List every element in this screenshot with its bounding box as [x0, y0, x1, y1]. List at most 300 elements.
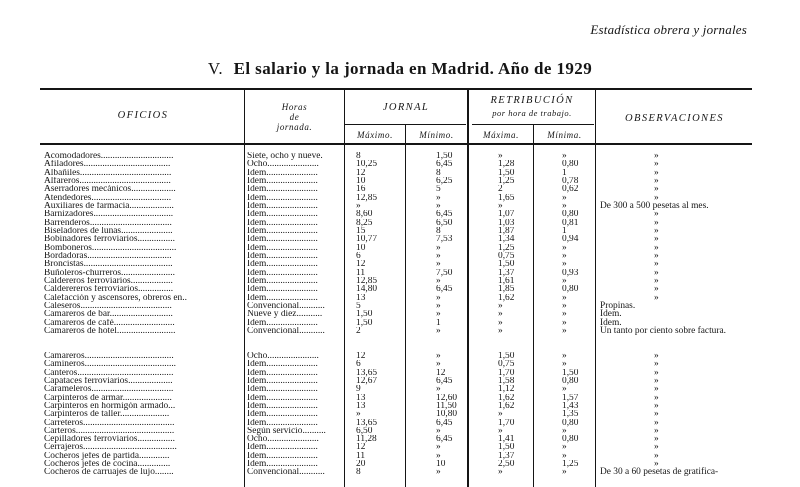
jornal-maximo-cell: 12	[356, 168, 366, 177]
horas-cell: Idem......................	[247, 226, 318, 236]
retribucion-minima-cell: »	[562, 201, 567, 211]
observaciones-mark: »	[654, 235, 659, 244]
retribucion-maxima-cell: 1,70	[498, 418, 515, 427]
observaciones-mark: »	[654, 152, 659, 161]
retribucion-minima-cell: »	[562, 443, 567, 452]
table-top-rule	[40, 88, 752, 90]
retribucion-maxima-cell: 0,75	[498, 251, 515, 261]
row-spacer	[0, 344, 800, 352]
table-row	[0, 310, 800, 318]
jornal-maximo-cell: 1,50	[356, 318, 373, 327]
table-row	[0, 468, 800, 476]
retribucion-maxima-cell: 1,34	[498, 235, 515, 244]
jornal-maximo-cell: 10,25	[356, 160, 378, 169]
retribucion-minima-cell: 1,35	[562, 410, 579, 419]
table-row	[0, 227, 800, 235]
horas-cell: Idem......................	[247, 318, 318, 327]
retribucion-maxima-cell: 2,50	[498, 460, 515, 469]
jornal-maximo-cell: 8	[356, 152, 361, 161]
jornal-maximo-cell: 13	[356, 393, 366, 402]
retribucion-maxima-cell: 1,61	[498, 276, 515, 286]
retribucion-maxima-cell: 0,75	[498, 360, 515, 369]
observaciones-mark: »	[654, 210, 659, 219]
retribucion-maxima-cell: 1,62	[498, 393, 515, 402]
horas-cell: Idem......................	[247, 451, 318, 461]
observaciones-mark: »	[654, 168, 659, 177]
jornal-maximo-cell: 12	[356, 443, 366, 452]
oficio-cell: Camineros.......................................	[44, 360, 177, 369]
horas-cell: Idem......................	[247, 268, 318, 277]
header-horas-line-1: Horas	[281, 102, 308, 112]
oficio-cell: Barrenderos...................................	[44, 218, 172, 227]
retribucion-minima-cell: »	[562, 276, 567, 286]
retribucion-minima-cell: »	[562, 152, 567, 161]
jornal-maximo-cell: 10	[356, 176, 366, 186]
oficio-cell: Bordadoras....................................	[44, 251, 172, 261]
table-row	[0, 377, 800, 385]
observaciones-mark: »	[654, 410, 659, 419]
table-row	[0, 294, 800, 302]
oficio-cell: Broncistas......................................	[44, 260, 173, 269]
horas-cell: Idem......................	[247, 293, 318, 302]
observaciones-mark: »	[654, 260, 659, 269]
jornal-maximo-cell: 6,50	[356, 426, 373, 436]
table-row	[0, 177, 800, 185]
jornal-maximo-cell: 5	[356, 301, 361, 311]
table-row	[0, 419, 800, 427]
retribucion-maxima-cell: 1,37	[498, 451, 515, 461]
jornal-maximo-cell: 13,65	[356, 418, 378, 427]
table-body	[0, 152, 800, 477]
horas-cell: Idem......................	[247, 443, 318, 452]
jornal-minimo-cell: »	[436, 293, 441, 302]
jornal-maximo-cell: 6	[356, 360, 361, 369]
retribucion-minima-cell: »	[562, 301, 567, 311]
horas-cell: Idem......................	[247, 285, 318, 294]
table-row	[0, 202, 800, 210]
retribucion-maxima-cell: 1,41	[498, 435, 515, 444]
oficio-cell: Carpinteros en hormigón armado...	[44, 401, 176, 411]
retribucion-minima-cell: 0,78	[562, 176, 579, 186]
jornal-maximo-cell: 8,60	[356, 210, 373, 219]
jornal-maximo-cell: 12,67	[356, 376, 378, 386]
horas-cell: Idem......................	[247, 276, 318, 286]
header-jornal-minimo: Mínimo.	[419, 130, 454, 140]
observaciones-mark: »	[654, 251, 659, 261]
retribucion-minima-cell: 0,80	[562, 285, 579, 294]
jornal-maximo-cell: 6	[356, 251, 361, 261]
horas-cell: Idem......................	[247, 243, 318, 252]
oficio-cell: Bobinadores ferroviarios................	[44, 235, 175, 244]
observaciones-cell: De 30 a 60 pesetas de gratifica-	[600, 467, 719, 478]
horas-cell: Idem......................	[247, 185, 318, 194]
running-head: Estadística obrera y jornales	[590, 22, 747, 37]
observaciones-cell: De 300 a 500 pesetas al mes.	[600, 200, 709, 211]
horas-cell: Idem......................	[247, 210, 318, 219]
retribucion-minima-cell: 1,57	[562, 393, 579, 402]
retribucion-maxima-cell: 1,25	[498, 176, 515, 186]
oficio-cell: Camareros de café..........................	[44, 318, 175, 327]
jornal-minimo-cell: 6,45	[436, 376, 453, 386]
jornal-maximo-cell: 8,25	[356, 218, 373, 227]
table-row	[0, 369, 800, 377]
table-row	[0, 385, 800, 393]
horas-cell: Convencional...........	[247, 468, 325, 477]
oficio-cell: Caleseros.......................................	[44, 301, 172, 311]
retribucion-minima-cell: 0,93	[562, 268, 579, 277]
jornal-maximo-cell: 2	[356, 326, 361, 336]
retribucion-minima-cell: 0,80	[562, 376, 579, 386]
table-row	[0, 252, 800, 260]
observaciones-mark: »	[654, 435, 659, 444]
header-retribucion: RETRIBUCIÓN	[490, 95, 574, 106]
retribucion-maxima-cell: 1,50	[498, 260, 515, 269]
jornal-minimo-cell: »	[436, 260, 441, 269]
oficio-cell: Carreteros.......................................	[44, 418, 175, 427]
title-roman-numeral: V.	[207, 59, 224, 78]
horas-cell: Idem......................	[247, 376, 318, 386]
observaciones-mark: »	[654, 285, 659, 294]
oficio-cell: Cocheros jefes de partida.............	[44, 451, 170, 461]
oficio-cell: Camareros de hotel.........................	[44, 326, 176, 336]
observaciones-cell: Idem.	[600, 317, 622, 328]
retribucion-maxima-cell: 1,65	[498, 193, 515, 202]
jornal-minimo-cell: 12,60	[436, 393, 458, 402]
observaciones-mark: »	[654, 393, 659, 402]
jornal-maximo-cell: 15	[356, 226, 366, 236]
horas-cell: Idem......................	[247, 251, 318, 261]
observaciones-mark: »	[654, 226, 659, 236]
retribucion-maxima-cell: 1,70	[498, 368, 515, 377]
retribucion-minima-cell: 0,80	[562, 418, 579, 427]
jornal-maximo-cell: 11	[356, 268, 366, 277]
jornal-minimo-cell: 12	[436, 368, 446, 377]
jornal-minimo-cell: »	[436, 326, 441, 336]
jornal-maximo-cell: 9	[356, 385, 361, 394]
table-row	[0, 210, 800, 218]
retribucion-maxima-cell: »	[498, 318, 503, 327]
jornal-minimo-cell: 8	[436, 226, 441, 236]
observaciones-mark: »	[654, 451, 659, 461]
retribucion-maxima-cell: 1,50	[498, 351, 515, 361]
oficio-cell: Calderereros ferroviarios...............	[44, 285, 174, 294]
retribucion-maxima-cell: »	[498, 152, 503, 161]
jornal-maximo-cell: 11	[356, 451, 366, 461]
oficio-cell: Carpinteros de armar.....................	[44, 393, 172, 402]
retribucion-maxima-cell: 1,50	[498, 168, 515, 177]
jornal-maximo-cell: 12,85	[356, 276, 378, 286]
retribucion-maxima-cell: 1,85	[498, 285, 515, 294]
retribucion-minima-cell: »	[562, 293, 567, 302]
jornal-minimo-cell: »	[436, 426, 441, 436]
header-horas	[246, 102, 343, 132]
observaciones-mark: »	[654, 460, 659, 469]
retribucion-minima-cell: »	[562, 426, 567, 436]
jornal-maximo-cell: 10	[356, 243, 366, 252]
table-row	[0, 185, 800, 193]
horas-cell: Idem......................	[247, 418, 318, 427]
oficio-cell: Carameleros...................................	[44, 385, 174, 394]
oficio-cell: Bomboneros....................................	[44, 243, 177, 252]
header-jornal: JORNAL	[382, 102, 430, 113]
observaciones-mark: »	[654, 443, 659, 452]
retribucion-maxima-cell: »	[498, 310, 503, 319]
observaciones-mark: »	[654, 360, 659, 369]
jornal-minimo-cell: »	[436, 360, 441, 369]
table-row	[0, 402, 800, 410]
oficio-cell: Atendedores..................................	[44, 193, 172, 202]
retribucion-minima-cell: »	[562, 360, 567, 369]
retribucion-maxima-cell: 1,25	[498, 243, 515, 252]
observaciones-mark: »	[654, 218, 659, 227]
retribucion-minima-cell: »	[562, 243, 567, 252]
table-row	[0, 260, 800, 268]
table-row	[0, 160, 800, 168]
jornal-minimo-cell: »	[436, 201, 441, 211]
table-row	[0, 452, 800, 460]
jornal-minimo-cell: 6,45	[436, 418, 453, 427]
table-row	[0, 235, 800, 243]
observaciones-mark: »	[654, 376, 659, 386]
horas-cell: Idem......................	[247, 460, 318, 469]
horas-cell: Idem......................	[247, 401, 318, 411]
jornal-minimo-cell: »	[436, 351, 441, 361]
retribucion-minima-cell: »	[562, 351, 567, 361]
observaciones-mark: »	[654, 293, 659, 302]
jornal-minimo-cell: 7,53	[436, 235, 453, 244]
jornal-maximo-cell: »	[356, 201, 361, 211]
jornal-minimo-cell: 10	[436, 460, 446, 469]
oficio-cell: Buñoleros-churreros.......................	[44, 268, 175, 277]
table-row	[0, 169, 800, 177]
table-row	[0, 219, 800, 227]
jornal-maximo-cell: 12	[356, 260, 366, 269]
header-jornal-maximo: Máximo.	[357, 130, 393, 140]
horas-cell: Según servicio..........	[247, 426, 326, 436]
retribucion-maxima-cell: 1,50	[498, 443, 515, 452]
observaciones-mark: »	[654, 193, 659, 202]
retribucion-maxima-cell: 1,07	[498, 210, 515, 219]
retribucion-minima-cell: 0,94	[562, 235, 579, 244]
observaciones-mark: »	[654, 351, 659, 361]
table-row	[0, 285, 800, 293]
retribucion-minima-cell: 1	[562, 226, 567, 236]
horas-cell: Nueve y diez...........	[247, 310, 323, 319]
header-retribucion-maxima: Máxima.	[483, 130, 519, 140]
jornal-minimo-cell: »	[436, 301, 441, 311]
retribucion-maxima-cell: 1,03	[498, 218, 515, 227]
oficio-cell: Canteros.........................................	[44, 368, 174, 377]
horas-cell: Idem......................	[247, 168, 318, 177]
jornal-minimo-cell: 6,50	[436, 218, 453, 227]
oficio-cell: Camareros de bar...........................	[44, 310, 173, 319]
jornal-maximo-cell: 16	[356, 185, 366, 194]
oficio-cell: Cepilladores ferroviarios................	[44, 435, 175, 444]
table-row	[0, 427, 800, 435]
table-row	[0, 152, 800, 160]
oficio-cell: Carpinteros de taller.....................	[44, 410, 170, 419]
retribucion-maxima-cell: »	[498, 468, 503, 477]
oficio-cell: Cocheros de carruajes de lujo........	[44, 468, 174, 477]
jornal-maximo-cell: 13,65	[356, 368, 378, 377]
oficio-cell: Carteros..........................................	[44, 426, 175, 436]
horas-cell: Ocho......................	[247, 351, 319, 361]
retribucion-minima-cell: »	[562, 193, 567, 202]
horas-cell: Idem......................	[247, 218, 318, 227]
oficio-cell: Alfareros.......................................	[44, 176, 171, 186]
jornal-minimo-cell: 6,45	[436, 210, 453, 219]
table-row	[0, 244, 800, 252]
retribucion-maxima-cell: »	[498, 326, 503, 336]
header-horas-line-3: jornada.	[276, 122, 313, 132]
retribucion-maxima-cell: »	[498, 301, 503, 311]
observaciones-mark: »	[654, 385, 659, 394]
observaciones-cell: Idem.	[600, 309, 622, 320]
header-oficios: OFICIOS	[117, 110, 169, 121]
jornal-minimo-cell: »	[436, 468, 441, 477]
retribucion-minima-cell: »	[562, 310, 567, 319]
oficio-cell: Capataces ferroviarios...................	[44, 376, 173, 386]
retribucion-maxima-cell: 2	[498, 185, 503, 194]
retribucion-minima-cell: »	[562, 318, 567, 327]
table-row	[0, 360, 800, 368]
jornal-maximo-cell: 12	[356, 351, 366, 361]
oficio-cell: Calefacción y ascensores, obreros en..	[44, 293, 187, 302]
horas-cell: Idem......................	[247, 360, 318, 369]
oficio-cell: Cerrajeros........................................	[44, 443, 177, 452]
page-title	[0, 59, 800, 79]
horas-cell: Convencional...........	[247, 301, 325, 311]
observaciones-mark: »	[654, 268, 659, 277]
retribucion-maxima-cell: 1,87	[498, 226, 515, 236]
retribucion-maxima-cell: 1,62	[498, 401, 515, 411]
table-row	[0, 352, 800, 360]
retribucion-minima-cell: »	[562, 385, 567, 394]
retribucion-minima-cell: 0,80	[562, 210, 579, 219]
observaciones-mark: »	[654, 176, 659, 186]
observaciones-mark: »	[654, 418, 659, 427]
observaciones-mark: »	[654, 426, 659, 436]
retribucion-minima-cell: »	[562, 451, 567, 461]
horas-cell: Siete, ocho y nueve.	[247, 152, 323, 161]
oficio-cell: Biseladores de lunas......................	[44, 226, 173, 236]
table-row	[0, 435, 800, 443]
horas-cell: Idem......................	[247, 260, 318, 269]
jornal-minimo-cell: 7,50	[436, 268, 453, 277]
header-bottom-rule	[40, 143, 752, 145]
jornal-minimo-cell: »	[436, 451, 441, 461]
table-row	[0, 269, 800, 277]
retribucion-maxima-cell: »	[498, 426, 503, 436]
jornal-maximo-cell: 13	[356, 401, 366, 411]
horas-cell: Convencional...........	[247, 326, 325, 336]
jornal-maximo-cell: 10,77	[356, 235, 378, 244]
jornal-maximo-cell: 11,28	[356, 435, 377, 444]
header-retribucion-minima: Mínima.	[547, 130, 582, 140]
oficio-cell: Camareros......................................	[44, 351, 174, 361]
retribucion-maxima-cell: 1,12	[498, 385, 515, 394]
retribucion-maxima-cell: »	[498, 201, 503, 211]
jornal-minimo-cell: 6,45	[436, 285, 453, 294]
observaciones-mark: »	[654, 401, 659, 411]
jornal-maximo-cell: »	[356, 410, 361, 419]
jornal-minimo-cell: »	[436, 385, 441, 394]
retribucion-minima-cell: 1,25	[562, 460, 579, 469]
retribucion-minima-cell: »	[562, 326, 567, 336]
jornal-minimo-cell: 6,45	[436, 435, 453, 444]
oficio-cell: Albañiles.......................................	[44, 168, 172, 177]
horas-cell: Idem......................	[247, 201, 318, 211]
header-retribucion-sub: por hora de trabajo.	[492, 108, 572, 118]
jornal-minimo-cell: »	[436, 251, 441, 261]
horas-cell: Ocho......................	[247, 160, 319, 169]
table-row	[0, 302, 800, 310]
jornal-minimo-cell: 1	[436, 318, 441, 327]
jornal-minimo-cell: 1,50	[436, 152, 453, 161]
retribucion-minima-cell: »	[562, 260, 567, 269]
jornal-minimo-cell: 5	[436, 185, 441, 194]
jornal-minimo-cell: »	[436, 310, 441, 319]
retribucion-maxima-cell: »	[498, 410, 503, 419]
jornal-minimo-cell: »	[436, 193, 441, 202]
retribucion-minima-cell: 0,80	[562, 160, 579, 169]
jornal-maximo-cell: 13	[356, 293, 366, 302]
horas-cell: Ocho......................	[247, 435, 319, 444]
jornal-minimo-cell: 6,45	[436, 160, 453, 169]
table-row	[0, 394, 800, 402]
table-row	[0, 443, 800, 451]
title-text: El salario y la jornada en Madrid. Año de 1929	[233, 59, 593, 78]
observaciones-mark: »	[654, 276, 659, 286]
observaciones-mark: »	[654, 160, 659, 169]
retribucion-minima-cell: 1,50	[562, 368, 579, 377]
observaciones-mark: »	[654, 243, 659, 252]
oficio-cell: Acomodadores...............................	[44, 152, 174, 161]
horas-cell: Idem......................	[247, 410, 318, 419]
retribucion-minima-cell: 0,62	[562, 185, 579, 194]
horas-cell: Idem......................	[247, 235, 318, 244]
oficio-cell: Barnizadores..................................	[44, 210, 174, 219]
oficio-cell: Cocheros jefes de cocina..............	[44, 460, 171, 469]
retribucion-maxima-cell: 1,58	[498, 376, 515, 386]
horas-cell: Idem......................	[247, 368, 318, 377]
observaciones-cell: Propinas.	[600, 300, 636, 311]
horas-cell: Idem......................	[247, 393, 318, 402]
jornal-minimo-cell: »	[436, 243, 441, 252]
oficio-cell: Afiladores.....................................	[44, 160, 171, 169]
table-row	[0, 277, 800, 285]
retribucion-minima-cell: »	[562, 251, 567, 261]
table-row	[0, 410, 800, 418]
observaciones-cell: Un tanto por ciento sobre factura.	[600, 325, 726, 336]
jornal-minimo-cell: »	[436, 276, 441, 286]
oficio-cell: Aserradores mecánicos...................	[44, 185, 176, 194]
jornal-maximo-cell: 12,85	[356, 193, 378, 202]
retribucion-minima-cell: 0,80	[562, 435, 579, 444]
jornal-minimo-cell: 8	[436, 168, 441, 177]
retribucion-maxima-cell: 1,37	[498, 268, 515, 277]
horas-cell: Idem......................	[247, 176, 318, 186]
oficio-cell: Caldereros ferroviarios..................	[44, 276, 173, 286]
header-observaciones: OBSERVACIONES	[625, 113, 724, 124]
retribucion-maxima-cell: 1,28	[498, 160, 515, 169]
retribucion-minima-cell: 1	[562, 168, 567, 177]
jornal-maximo-cell: 8	[356, 468, 361, 477]
jornal-maximo-cell: 1,50	[356, 310, 373, 319]
header-horas-line-2: de	[289, 112, 300, 122]
table-row	[0, 327, 800, 344]
horas-cell: Idem......................	[247, 193, 318, 202]
